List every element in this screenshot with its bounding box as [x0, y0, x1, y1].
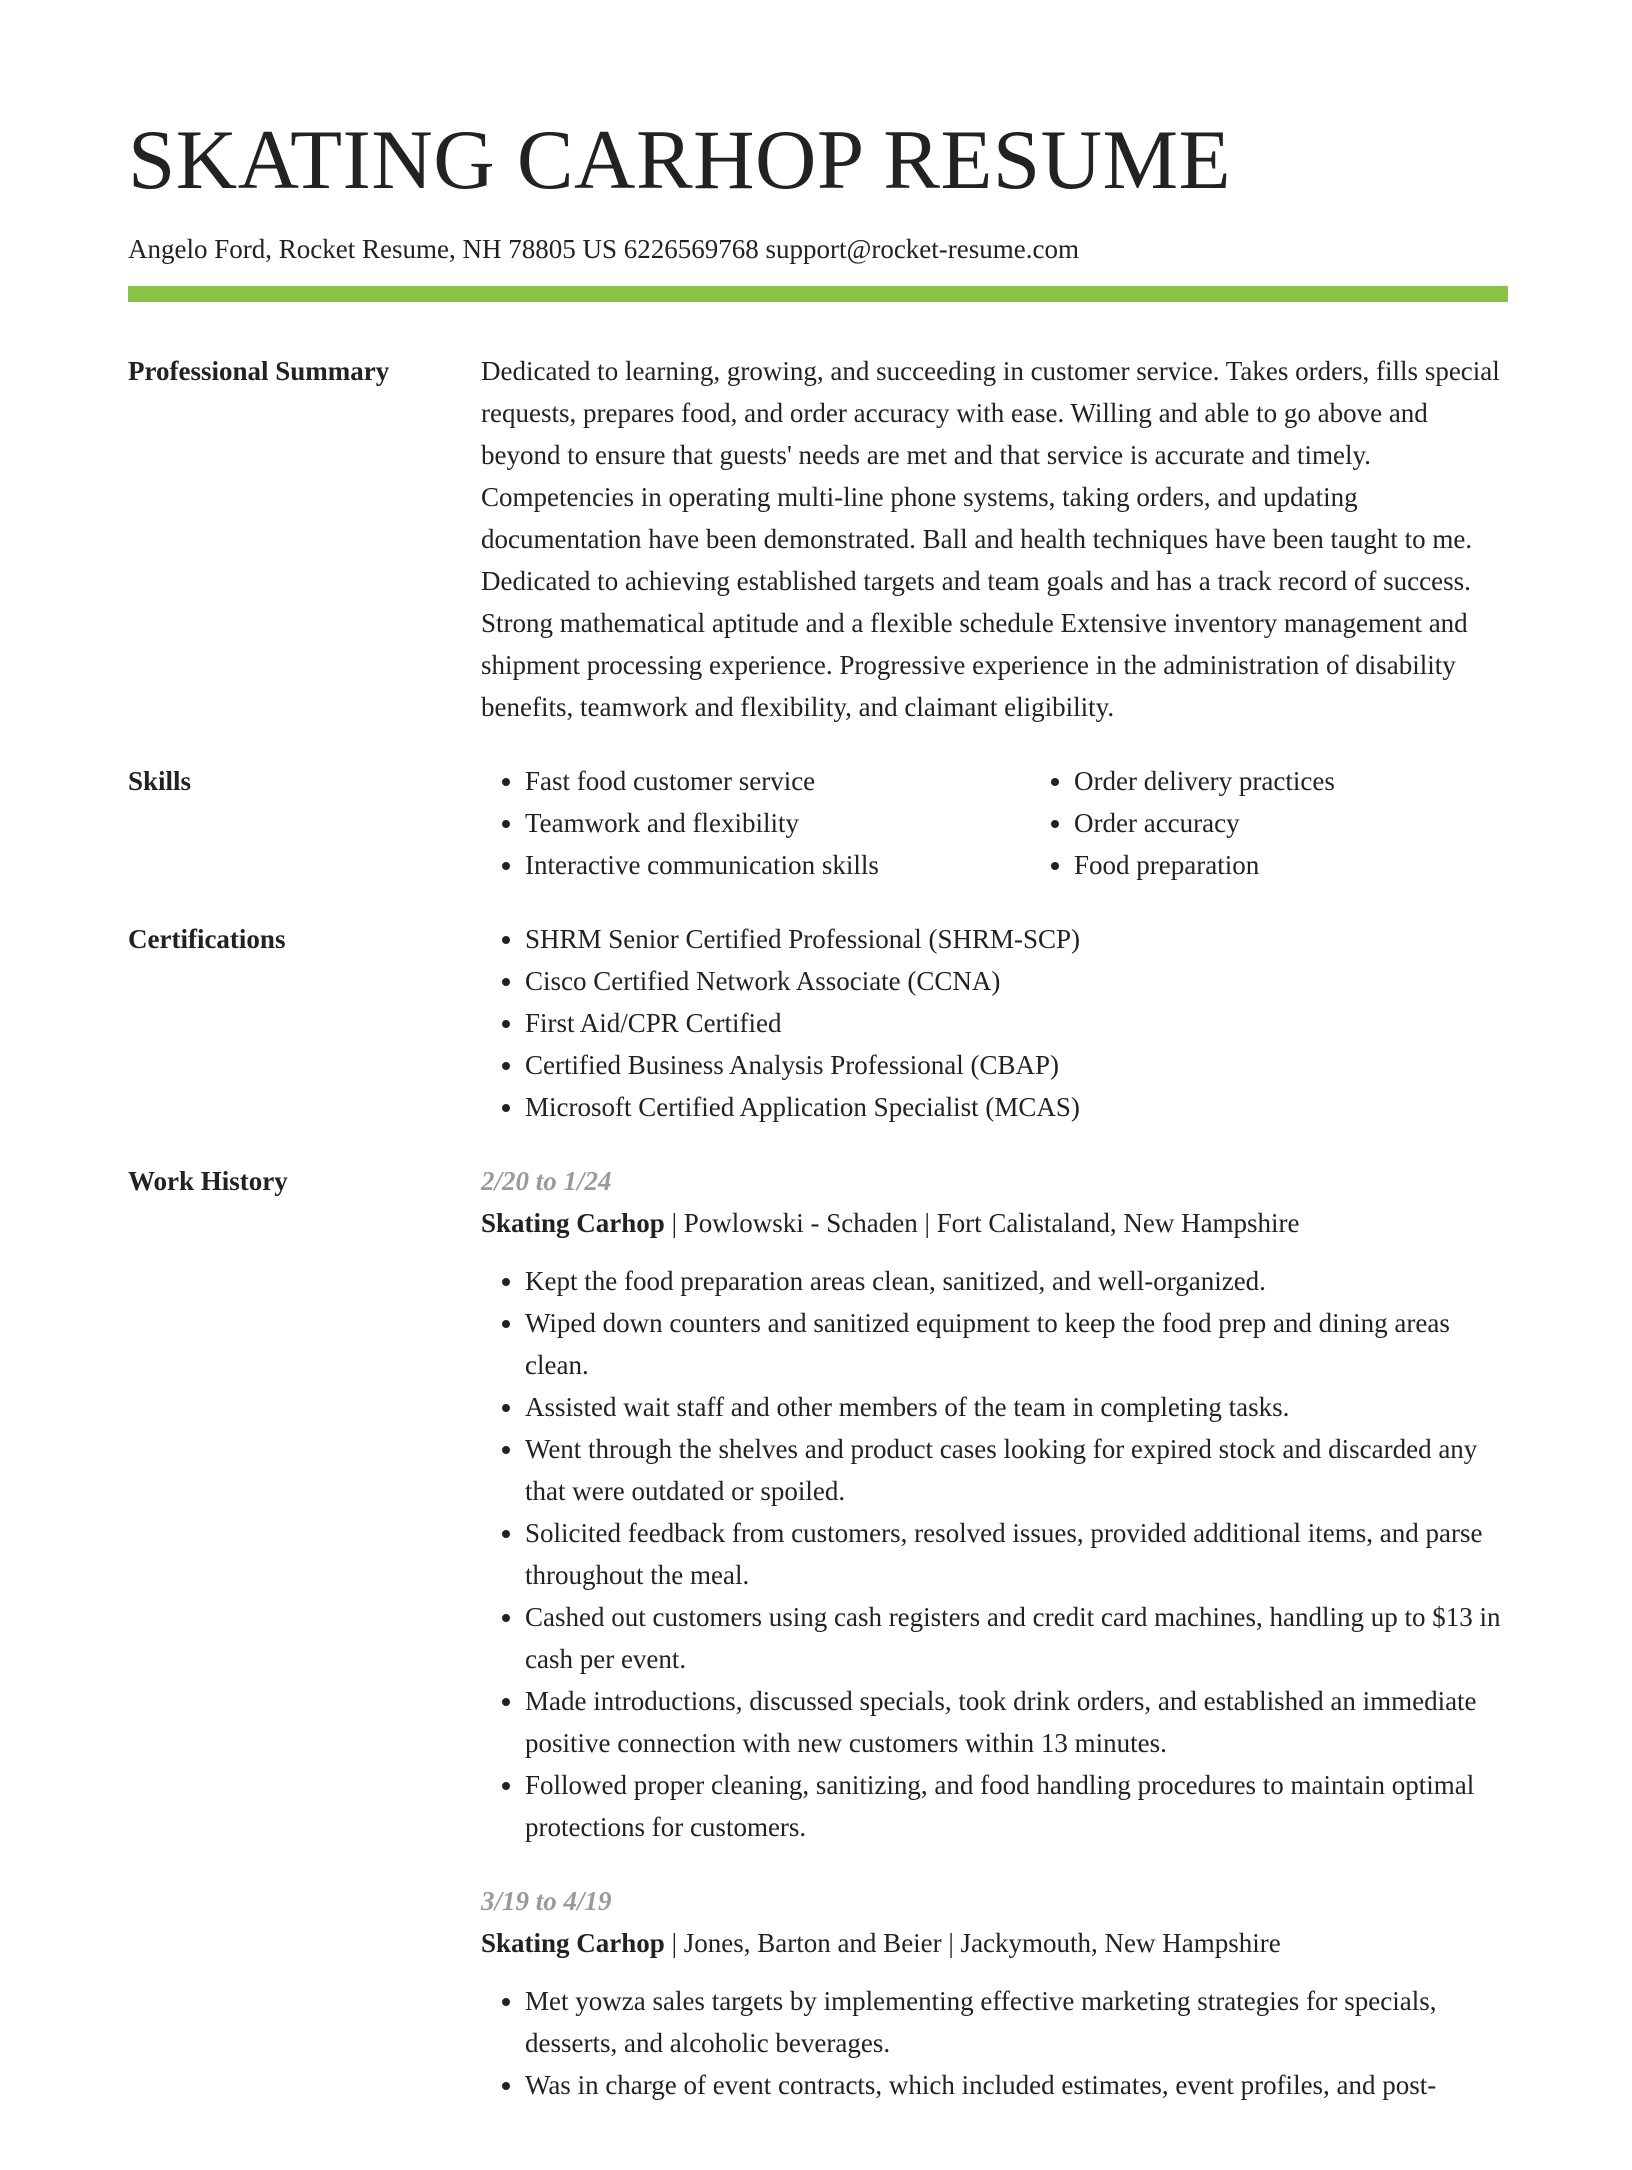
job-dates: 2/20 to 1/24 [481, 1166, 612, 1196]
certification-item: • First Aid/CPR Certified [525, 1002, 1508, 1044]
work-history-label: Work History [128, 1166, 288, 1196]
work-history-section [128, 1160, 1508, 2138]
job-bullet: • Wiped down counters and sanitized equipment to keep the food prep and dining areas clean. [525, 1302, 1508, 1386]
job-bullet: • Was in charge of event contracts, which included estimates, event profiles, and post- [525, 2064, 1508, 2106]
job-title: Skating Carhop [481, 1928, 665, 1958]
skills-label: Skills [128, 766, 192, 796]
resume-title: SKATING CARHOP RESUME [128, 113, 1232, 207]
job-bullet: • Solicited feedback from customers, resolved issues, provided additional items, and parse throughout the meal. [525, 1512, 1508, 1596]
contact-line: Angelo Ford, Rocket Resume, NH 78805 US 6226569768 support@rocket-resume.com [128, 234, 1079, 264]
resume-content [128, 350, 1508, 2170]
skill-item: • Order accuracy [1074, 802, 1579, 844]
job-heading [481, 1922, 1508, 1964]
job-bullet: • Made introductions, discussed specials, took drink orders, and established an immediate positive connection with new customers within 13 minutes. [525, 1680, 1508, 1764]
certification-item: • Cisco Certified Network Associate (CCNA) [525, 960, 1508, 1002]
job-heading [481, 1202, 1508, 1244]
skills-list-right [1030, 760, 1579, 886]
certifications-section [128, 918, 1508, 1128]
job-entry [481, 1880, 1508, 2106]
accent-divider [128, 286, 1508, 302]
certifications-label: Certifications [128, 924, 286, 954]
skills-section [128, 760, 1508, 886]
summary-text: Dedicated to learning, growing, and succeeding in customer service. Takes orders, fills special requests, prepares food, and order accuracy with ease. Willing and able to go above and beyond to ensure that guests' needs are met and that service is accurate and timely. Competencies in operating multi-line phone systems, taking orders, and updating documentation have been demonstrated. Ball and health techniques have been taught to me. Dedicated to achieving established targets and team goals and has a track record of success. Strong mathematical aptitude and a flexible schedule Extensive inventory management and shipment processing experience. Progressive experience in the administration of disability benefits, teamwork and flexibility, and claimant eligibility. [481, 356, 1500, 722]
skill-item: • Food preparation [1074, 844, 1579, 886]
job-bullets [481, 1260, 1508, 1848]
skill-item: • Fast food customer service [525, 760, 1030, 802]
job-bullet: • Followed proper cleaning, sanitizing, and food handling procedures to maintain optimal protections for customers. [525, 1764, 1508, 1848]
skills-list-left [481, 760, 1030, 886]
skill-item: • Order delivery practices [1074, 760, 1579, 802]
summary-section [128, 350, 1508, 728]
certifications-list [481, 918, 1508, 1128]
job-bullet: • Kept the food preparation areas clean, sanitized, and well-organized. [525, 1260, 1508, 1302]
skill-item: • Interactive communication skills [525, 844, 1030, 886]
job-bullet: • Met yowza sales targets by implementing effective marketing strategies for specials, desserts, and alcoholic beverages. [525, 1980, 1508, 2064]
certification-item: • Microsoft Certified Application Specialist (MCAS) [525, 1086, 1508, 1128]
job-bullets [481, 1980, 1508, 2106]
job-details: | Powlowski - Schaden | Fort Calistaland, New Hampshire [664, 1208, 1300, 1238]
certification-item: • Certified Business Analysis Professional (CBAP) [525, 1044, 1508, 1086]
certification-item: • SHRM Senior Certified Professional (SHRM-SCP) [525, 918, 1508, 960]
job-details: | Jones, Barton and Beier | Jackymouth, New Hampshire [664, 1928, 1281, 1958]
job-bullet: • Cashed out customers using cash registers and credit card machines, handling up to $13 in cash per event. [525, 1596, 1508, 1680]
job-title: Skating Carhop [481, 1208, 665, 1238]
job-entry [481, 1160, 1508, 1848]
job-bullet: • Assisted wait staff and other members of the team in completing tasks. [525, 1386, 1508, 1428]
summary-label: Professional Summary [128, 356, 390, 386]
job-bullet: • Went through the shelves and product cases looking for expired stock and discarded any that were outdated or spoiled. [525, 1428, 1508, 1512]
job-dates: 3/19 to 4/19 [481, 1886, 612, 1916]
skill-item: • Teamwork and flexibility [525, 802, 1030, 844]
